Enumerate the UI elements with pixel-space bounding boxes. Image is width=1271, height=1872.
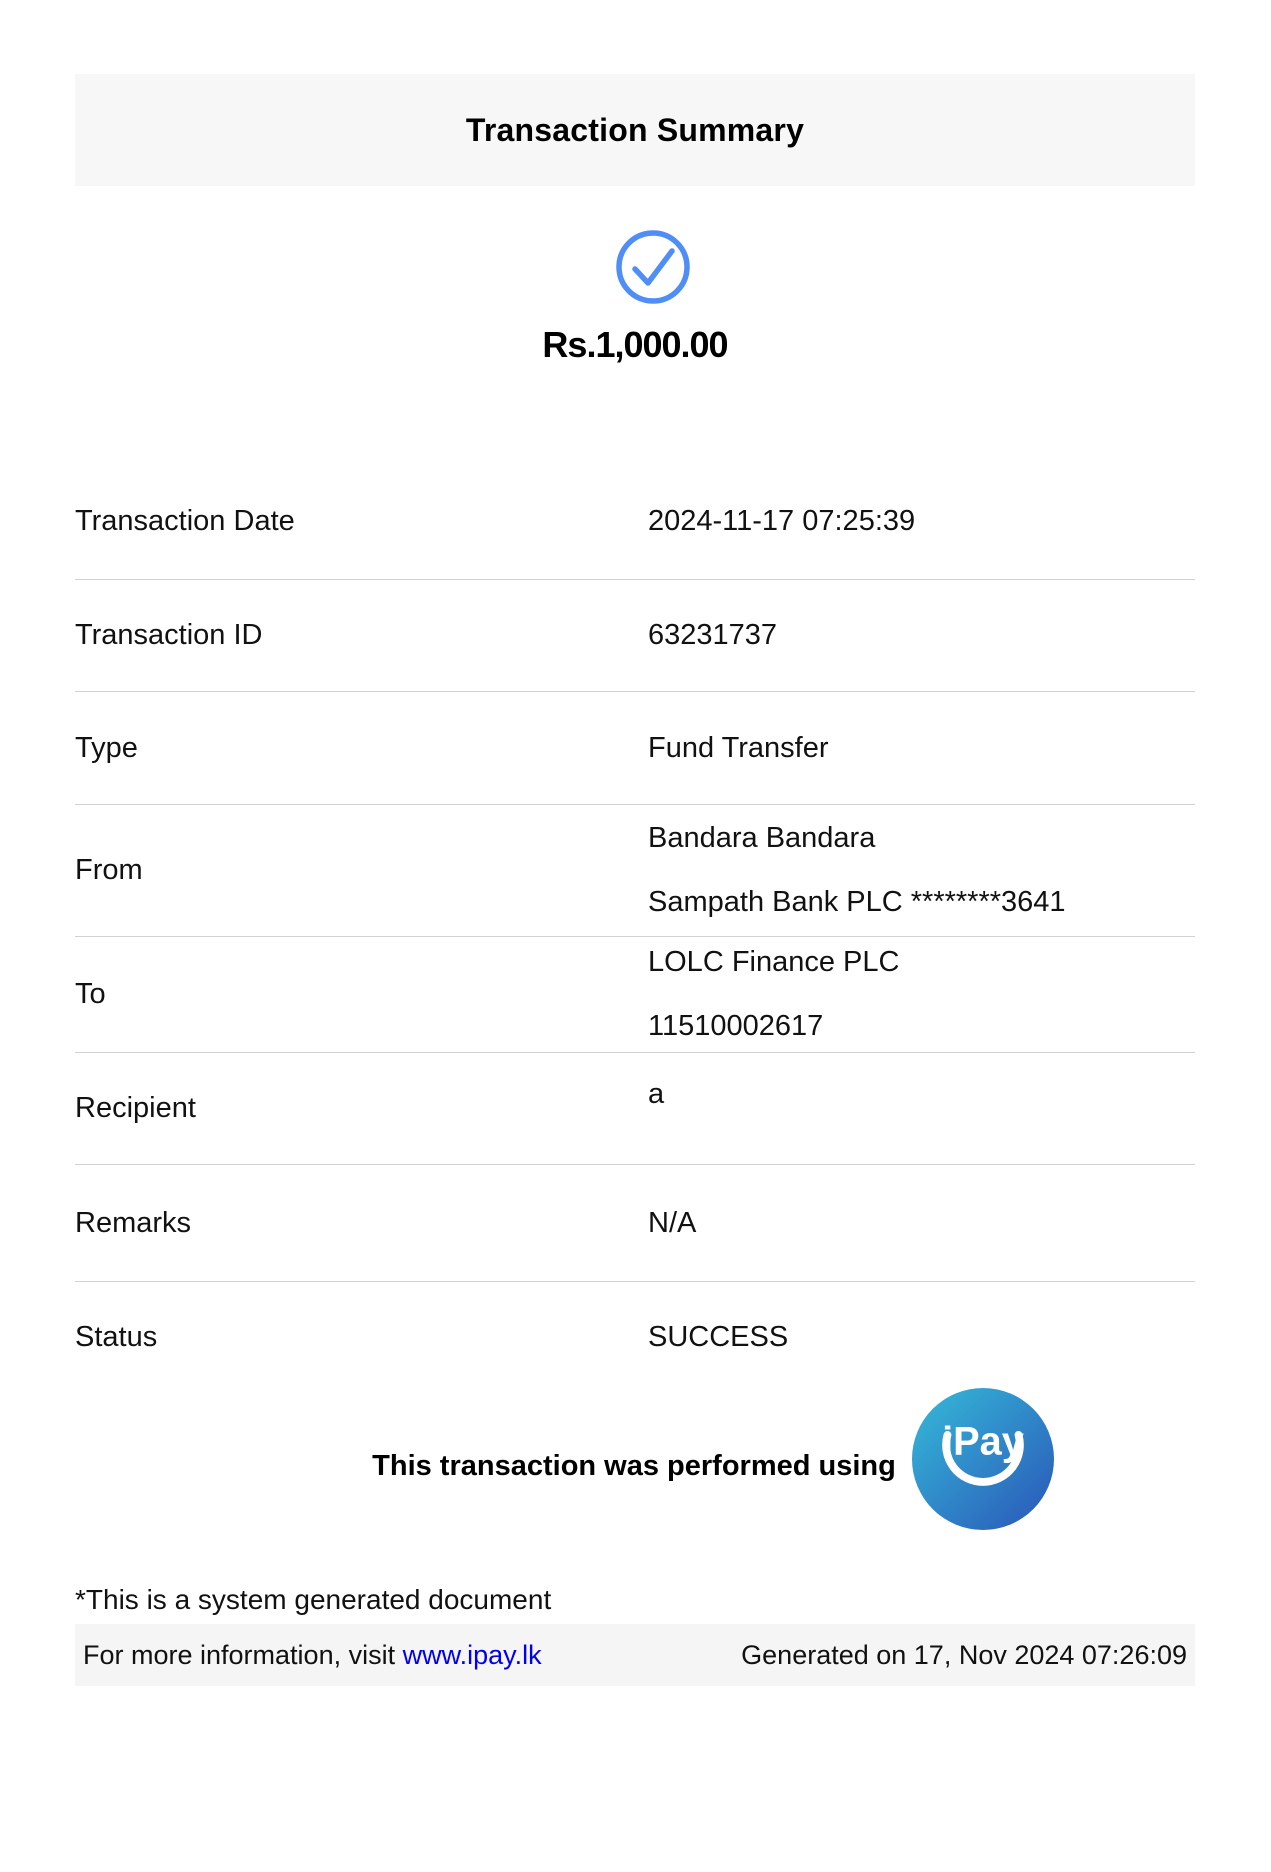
row-value-line2: 11510002617 [648,1010,824,1042]
table-row-to [75,937,1195,1053]
row-value: Bandara Bandara [648,822,876,854]
footer-info-text: For more information, visit [83,1639,403,1670]
system-generated-note: *This is a system generated document [75,1584,552,1615]
row-value: Fund Transfer [648,731,829,764]
performed-using-line [153,1388,1271,1530]
row-value: a [648,1078,665,1110]
details-table [75,463,1195,1392]
row-label: To [75,978,106,1010]
row-label: Transaction Date [75,504,295,537]
success-check-icon [93,227,1213,307]
row-value: N/A [648,1206,697,1239]
document-page [75,74,1195,1686]
footer-bar [75,1624,1195,1686]
row-label: Recipient [75,1092,196,1124]
table-row-remarks [75,1165,1195,1282]
generated-timestamp: Generated on 17, Nov 2024 07:26:09 [741,1639,1187,1670]
table-row-recipient [75,1053,1195,1165]
table-row-transaction-id [75,580,1195,692]
page-title: Transaction Summary [465,111,805,148]
row-label: Transaction ID [75,619,263,651]
table-row-type [75,692,1195,805]
row-value-line2: Sampath Bank PLC ********3641 [648,886,1066,918]
ipay-website-link[interactable]: www.ipay.lk [402,1639,542,1670]
row-label: Type [75,731,138,764]
footer-info [83,1640,542,1671]
row-label: Status [75,1320,158,1353]
table-row-status [75,1282,1195,1392]
ipay-logo-icon [912,1388,1054,1530]
header-bar [75,74,1195,186]
row-value: 63231737 [648,619,778,651]
table-row-from [75,805,1195,937]
row-label: From [75,854,143,886]
row-value: LOLC Finance PLC [648,946,900,978]
transaction-amount: Rs.1,000.00 [542,324,728,365]
row-value: 2024-11-17 07:25:39 [648,504,916,537]
performed-using-text: This transaction was performed using [372,1450,896,1482]
row-label: Remarks [75,1206,192,1239]
svg-text:iPay: iPay [941,1419,1024,1464]
table-row-transaction-date [75,463,1195,580]
status-value: SUCCESS [648,1320,789,1353]
